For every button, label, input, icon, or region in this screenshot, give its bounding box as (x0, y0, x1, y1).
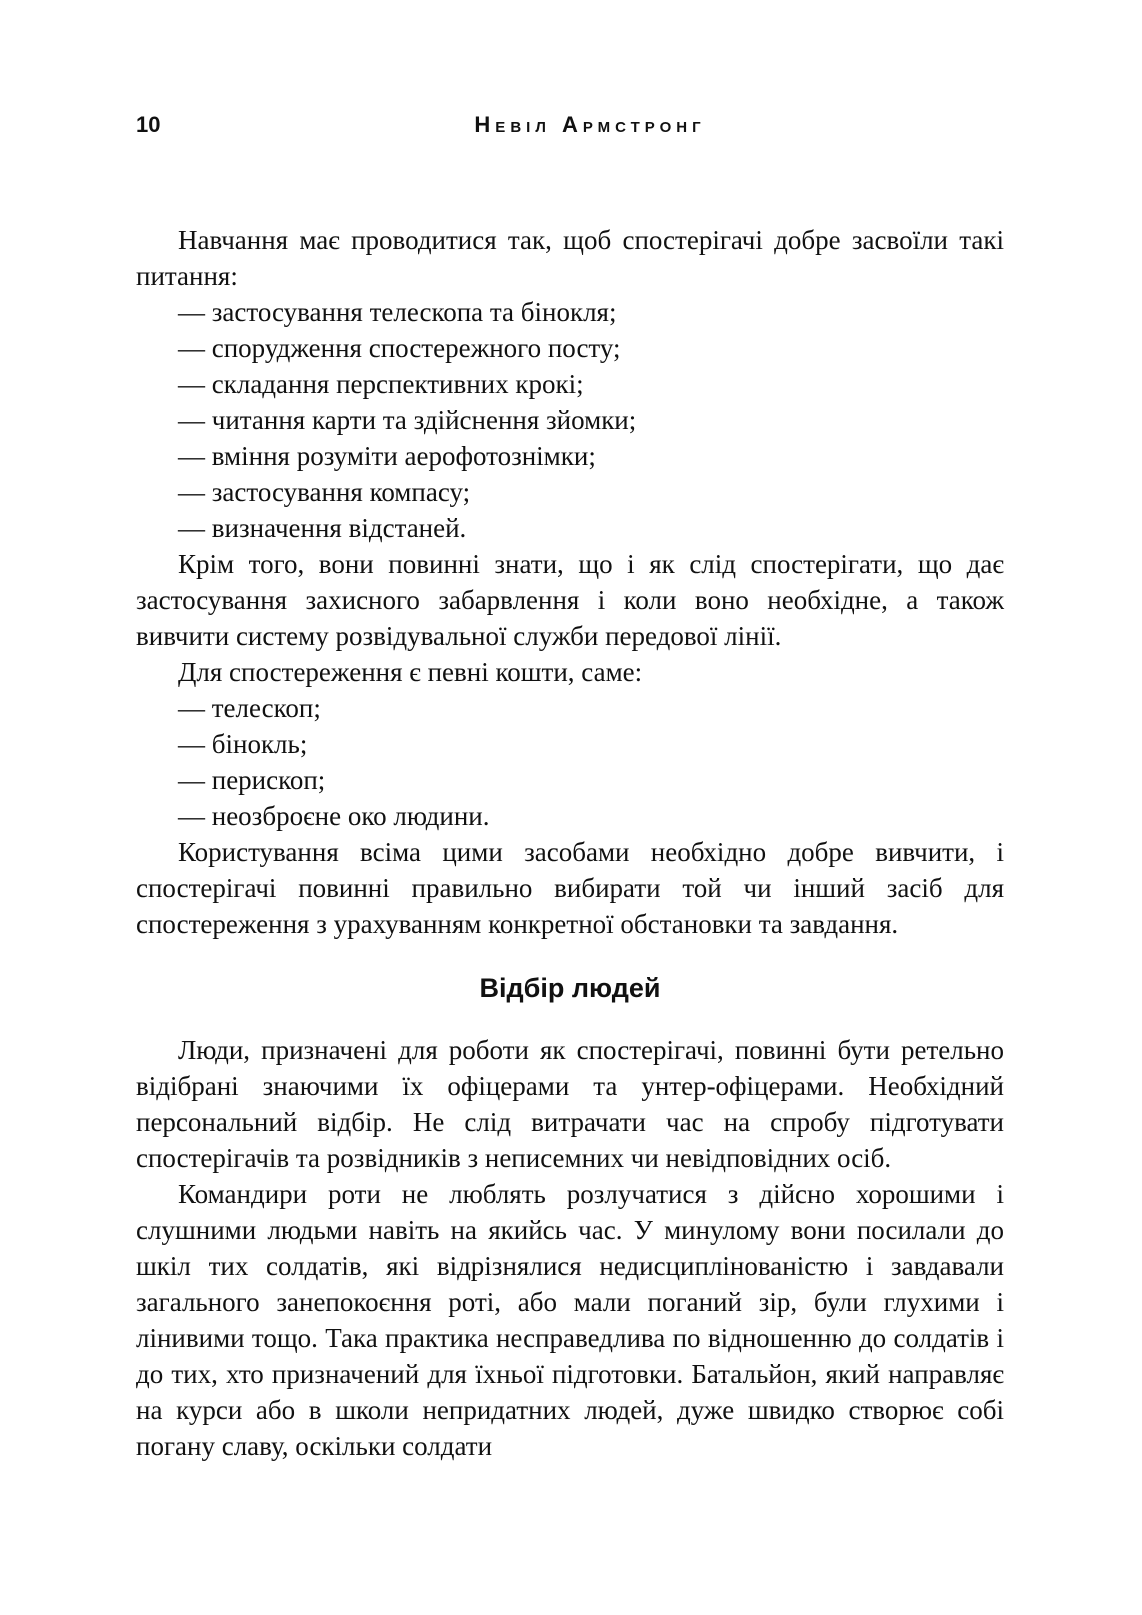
paragraph: Командири роти не люблять розлучатися з дійсно хорошими і слушними людьми навіть на якийсь час. У минулому вони посилали до шкіл тих солдатів, які відрізнялися недисциплінованістю і завдавали загального занепокоєння роті, або мали поганий зір, були глухими і лінивими тощо. Така практика несправедлива по відношенню до солдатів і до тих, хто призначений для їхньої підготовки. Батальйон, який направляє на курси або в школи непридатних людей, дуже швидко створює собі погану славу, оскільки солдати (136, 1179, 1004, 1461)
list-item: — застосування телескопа та бінокля; (178, 297, 617, 327)
skills-list (136, 294, 1004, 546)
paragraph: Користування всіма цими засобами необхідно добре вивчити, і спостерігачі повинні правильно вибирати той чи інший засіб для спостереження з урахуванням конкретної обстановки та завдання. (136, 837, 1004, 939)
section-heading: Відбір людей (479, 973, 661, 1003)
paragraph: Люди, призначені для роботи як спостерігачі, повинні бути ретельно відібрані знаючими їх офіцерами та унтер-офіцерами. Необхідний персональний відбір. Не слід витрачати час на спробу підготувати спостерігачів та розвідників з неписемних чи невідповідних осіб. (136, 1035, 1004, 1173)
paragraph: Для спостереження є певні кошти, саме: (178, 657, 643, 687)
list-item: — бінокль; (178, 729, 308, 759)
page-number: 10 (136, 112, 161, 137)
body-text (136, 222, 1004, 1464)
list-item: — застосування компасу; (178, 477, 471, 507)
running-title: Невіл Армстронг (474, 112, 706, 137)
intro-paragraph: Навчання має проводитися так, щоб спостерігачі добре засвоїли такі питання: (136, 225, 1004, 291)
list-item: — неозброєне око людини. (178, 801, 490, 831)
running-header (136, 112, 1004, 142)
means-list (136, 690, 1004, 834)
list-item: — перископ; (178, 765, 326, 795)
list-item: — спорудження спостережного посту; (178, 333, 621, 363)
paragraph: Крім того, вони повинні знати, що і як слід спостерігати, що дає застосування захисного забарвлення і коли воно необхідне, а також вивчити систему розвідувальної служби передової лінії. (136, 549, 1004, 651)
list-item: — читання карти та здійснення зйомки; (178, 405, 637, 435)
list-item: — визначення відстаней. (178, 513, 467, 543)
list-item: — телескоп; (178, 693, 321, 723)
list-item: — вміння розуміти аерофотознімки; (178, 441, 596, 471)
list-item: — складання перспективних крокі; (178, 369, 584, 399)
